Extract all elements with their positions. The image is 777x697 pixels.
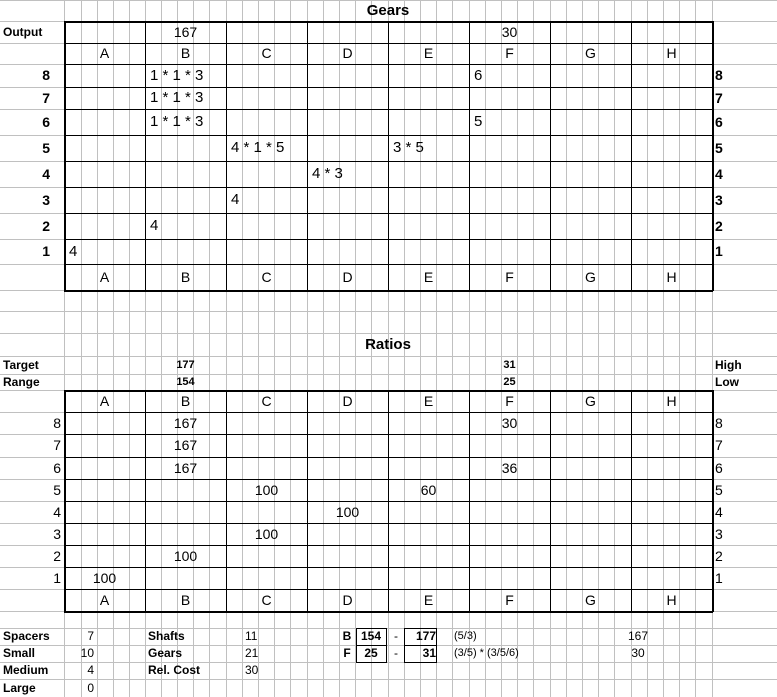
gears-cell-b8[interactable]: 1 * 1 * 3 <box>150 67 204 84</box>
ratios-row-label-left[interactable]: 6 <box>53 460 61 476</box>
gears-footer-h[interactable]: H <box>666 269 677 285</box>
gears-footer-c[interactable]: C <box>261 269 272 285</box>
border-line <box>404 662 437 663</box>
summary-f-dash[interactable]: - <box>394 646 398 660</box>
ratios-header-e[interactable]: E <box>423 393 434 409</box>
gears-footer-b[interactable]: B <box>180 269 191 285</box>
gears-row-label-left[interactable]: 5 <box>42 140 50 156</box>
ratios-row-label-right[interactable]: 4 <box>715 504 723 520</box>
gears-row-label-left[interactable]: 8 <box>42 67 50 83</box>
summary-small-value[interactable]: 10 <box>80 646 94 660</box>
gears-cell-f6[interactable]: 5 <box>474 113 483 130</box>
ratios-cell-c5[interactable]: 100 <box>254 482 279 498</box>
summary-f-formula[interactable]: (3/5) * (3/5/6) <box>454 647 519 659</box>
gears-header-g[interactable]: G <box>585 45 596 61</box>
gears-cell-b6[interactable]: 1 * 1 * 3 <box>150 113 204 130</box>
gears-header-b[interactable]: B <box>180 45 191 61</box>
gears-cell-a1[interactable]: 4 <box>69 243 78 260</box>
border-line <box>356 662 387 663</box>
gears-cell-b2[interactable]: 4 <box>150 217 159 234</box>
ratios-footer-d[interactable]: D <box>342 592 353 608</box>
ratios-row-label-right[interactable]: 1 <box>715 570 723 586</box>
gears-row-label-left[interactable]: 4 <box>42 166 50 182</box>
border-line <box>631 390 632 611</box>
gears-header-d[interactable]: D <box>342 45 353 61</box>
ratios-row-label-right[interactable]: 3 <box>715 526 723 542</box>
gears-output-b[interactable]: 167 <box>173 24 198 40</box>
border-line <box>356 628 386 629</box>
ratios-row-label-left[interactable]: 7 <box>53 437 61 453</box>
ratios-cell-c3[interactable]: 100 <box>254 526 279 542</box>
gears-row-label-right[interactable]: 7 <box>715 90 723 106</box>
gears-cell-f8[interactable]: 6 <box>474 67 483 84</box>
ratios-row-label-right[interactable]: 5 <box>715 482 723 498</box>
ratios-row-label-right[interactable]: 7 <box>715 437 723 453</box>
grid-line <box>0 662 777 663</box>
gears-output-label[interactable]: Output <box>3 25 43 39</box>
gears-header-a[interactable]: A <box>99 45 110 61</box>
ratios-cell-b7[interactable]: 167 <box>173 437 198 453</box>
ratios-row-label-left[interactable]: 2 <box>53 548 61 564</box>
ratios-target-b[interactable]: 177 <box>176 359 195 371</box>
gears-row-label-left[interactable]: 1 <box>42 243 50 259</box>
summary-gears-label[interactable]: Gears <box>148 646 183 660</box>
ratios-row-label-right[interactable]: 6 <box>715 460 723 476</box>
ratios-cell-b2[interactable]: 100 <box>173 548 198 564</box>
ratios-title[interactable]: Ratios <box>365 336 411 353</box>
summary-large-value[interactable]: 0 <box>87 681 94 695</box>
summary-spacers-value[interactable]: 7 <box>87 629 94 643</box>
gears-footer-g[interactable]: G <box>585 269 596 285</box>
ratios-low-label[interactable]: Low <box>715 375 739 389</box>
ratios-footer-g[interactable]: G <box>585 592 596 608</box>
ratios-footer-f[interactable]: F <box>505 592 514 608</box>
ratios-cell-f8[interactable]: 30 <box>501 415 518 431</box>
summary-shafts-label[interactable]: Shafts <box>148 629 185 643</box>
summary-f-result[interactable]: 30 <box>631 646 645 660</box>
ratios-row-label-right[interactable]: 8 <box>715 415 723 431</box>
grid-line <box>0 356 777 357</box>
border-line <box>386 628 387 662</box>
gears-row-label-left[interactable]: 3 <box>42 192 50 208</box>
ratios-cell-b8[interactable]: 167 <box>173 415 198 431</box>
border-line <box>550 390 551 611</box>
border-line <box>356 645 386 646</box>
ratios-range-f[interactable]: 25 <box>503 376 516 388</box>
gears-header-c[interactable]: C <box>261 45 272 61</box>
border-line <box>404 628 436 629</box>
summary-b-low[interactable]: 154 <box>360 629 382 643</box>
ratios-target-f[interactable]: 31 <box>503 359 516 371</box>
gears-row-label-right[interactable]: 5 <box>715 140 723 156</box>
ratios-cell-a1[interactable]: 100 <box>92 570 117 586</box>
gears-row-label-right[interactable]: 2 <box>715 218 723 234</box>
gears-header-f[interactable]: F <box>505 45 514 61</box>
gears-cell-c5[interactable]: 4 * 1 * 5 <box>231 139 285 156</box>
gears-cell-c3[interactable]: 4 <box>231 191 240 208</box>
gears-row-label-left[interactable]: 7 <box>42 90 50 106</box>
ratios-header-a[interactable]: A <box>99 393 110 409</box>
ratios-row-label-left[interactable]: 1 <box>53 570 61 586</box>
summary-medium-label[interactable]: Medium <box>3 663 49 677</box>
gears-footer-e[interactable]: E <box>423 269 434 285</box>
summary-relcost-value[interactable]: 30 <box>245 663 259 677</box>
ratios-header-g[interactable]: G <box>585 393 596 409</box>
summary-b-result[interactable]: 167 <box>627 629 649 643</box>
summary-f-low[interactable]: 25 <box>364 646 378 660</box>
summary-shafts-value[interactable]: 11 <box>245 629 258 643</box>
summary-b-label[interactable]: B <box>342 629 352 643</box>
gears-footer-f[interactable]: F <box>505 269 514 285</box>
ratios-header-f[interactable]: F <box>505 393 514 409</box>
gears-row-label-right[interactable]: 1 <box>715 243 723 259</box>
gears-footer-a[interactable]: A <box>99 269 110 285</box>
ratios-header-b[interactable]: B <box>180 393 191 409</box>
ratios-header-d[interactable]: D <box>342 393 353 409</box>
ratios-footer-h[interactable]: H <box>666 592 677 608</box>
gears-footer-d[interactable]: D <box>342 269 353 285</box>
ratios-row-label-left[interactable]: 5 <box>53 482 61 498</box>
summary-b-dash[interactable]: - <box>394 629 398 643</box>
ratios-row-label-left[interactable]: 3 <box>53 526 61 542</box>
ratios-row-label-left[interactable]: 8 <box>53 415 61 431</box>
ratios-row-label-left[interactable]: 4 <box>53 504 61 520</box>
summary-relcost-label[interactable]: Rel. Cost <box>148 663 201 677</box>
gears-header-h[interactable]: H <box>666 45 677 61</box>
ratios-range-b[interactable]: 154 <box>176 376 195 388</box>
ratios-footer-b[interactable]: B <box>180 592 191 608</box>
gears-row-label-right[interactable]: 8 <box>715 67 723 83</box>
summary-spacers-label[interactable]: Spacers <box>3 629 50 643</box>
summary-gears-value[interactable]: 21 <box>245 646 259 660</box>
summary-large-label[interactable]: Large <box>3 681 36 695</box>
ratios-cell-d4[interactable]: 100 <box>335 504 360 520</box>
summary-b-high[interactable]: 177 <box>415 629 436 643</box>
border-line <box>436 628 437 662</box>
grid-line <box>0 311 777 312</box>
gears-row-label-left[interactable]: 2 <box>42 218 50 234</box>
ratios-footer-e[interactable]: E <box>423 592 434 608</box>
summary-medium-value[interactable]: 4 <box>87 663 94 677</box>
ratios-footer-c[interactable]: C <box>261 592 272 608</box>
gears-row-label-right[interactable]: 6 <box>715 114 723 130</box>
border-line <box>404 645 436 646</box>
ratios-cell-e5[interactable]: 60 <box>420 482 437 498</box>
gears-title[interactable]: Gears <box>366 2 410 19</box>
gears-output-f[interactable]: 30 <box>501 24 518 40</box>
ratios-cell-b6[interactable]: 167 <box>173 460 198 476</box>
gears-row-label-left[interactable]: 6 <box>42 114 50 130</box>
summary-small-label[interactable]: Small <box>3 646 36 660</box>
gears-cell-d4[interactable]: 4 * 3 <box>312 165 343 182</box>
ratios-header-c[interactable]: C <box>261 393 272 409</box>
ratios-header-h[interactable]: H <box>666 393 677 409</box>
summary-b-formula[interactable]: (5/3) <box>454 630 477 642</box>
gears-row-label-right[interactable]: 4 <box>715 166 723 182</box>
border-line <box>64 611 713 613</box>
ratios-high-label[interactable]: High <box>715 358 742 372</box>
gears-row-label-right[interactable]: 3 <box>715 192 723 208</box>
ratios-footer-a[interactable]: A <box>99 592 110 608</box>
summary-f-high[interactable]: 31 <box>422 646 436 660</box>
border-line <box>64 290 713 292</box>
ratios-range-label[interactable]: Range <box>3 375 40 389</box>
gears-header-e[interactable]: E <box>423 45 434 61</box>
ratios-cell-f6[interactable]: 36 <box>501 460 518 476</box>
ratios-target-label[interactable]: Target <box>3 358 39 372</box>
grid-line <box>0 679 777 680</box>
grid-line <box>0 374 777 375</box>
gears-cell-e5[interactable]: 3 * 5 <box>393 139 424 156</box>
gears-cell-b7[interactable]: 1 * 1 * 3 <box>150 89 204 106</box>
ratios-row-label-right[interactable]: 2 <box>715 548 723 564</box>
summary-f-label[interactable]: F <box>343 646 351 660</box>
